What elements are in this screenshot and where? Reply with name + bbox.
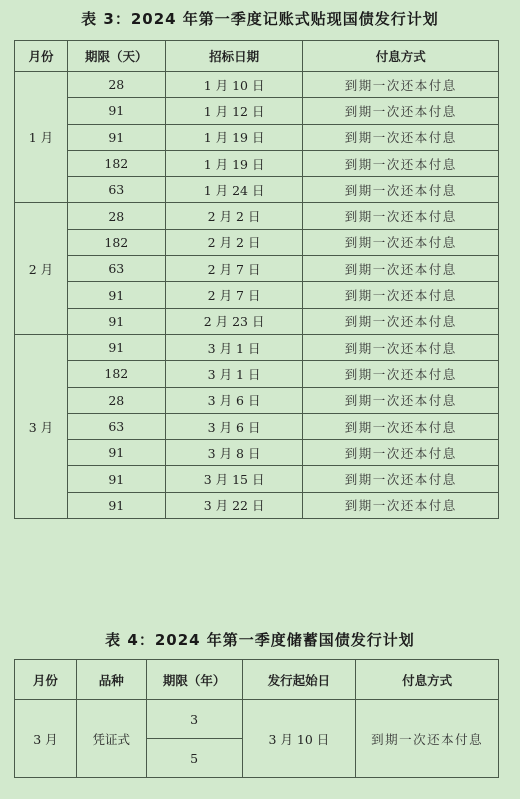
term-cell: 3 — [146, 700, 242, 739]
date-cell: 3 月 6 日 — [165, 387, 303, 413]
date-cell: 3 月 1 日 — [165, 334, 303, 360]
payment-cell: 到期一次还本付息 — [303, 229, 499, 255]
payment-cell: 到期一次还本付息 — [303, 282, 499, 308]
date-cell: 2 月 7 日 — [165, 256, 303, 282]
payment-cell: 到期一次还本付息 — [303, 492, 499, 518]
term-cell: 91 — [67, 440, 165, 466]
date-cell: 2 月 7 日 — [165, 282, 303, 308]
month-cell: 3 月 — [15, 700, 77, 778]
header-auction-date: 招标日期 — [165, 41, 303, 72]
date-cell: 3 月 8 日 — [165, 440, 303, 466]
payment-cell: 到期一次还本付息 — [303, 440, 499, 466]
header-payment-method: 付息方式 — [356, 660, 499, 700]
date-cell: 1 月 10 日 — [165, 72, 303, 98]
date-cell: 1 月 19 日 — [165, 150, 303, 176]
payment-cell: 到期一次还本付息 — [303, 177, 499, 203]
header-start-date: 发行起始日 — [242, 660, 356, 700]
term-cell: 91 — [67, 334, 165, 360]
payment-cell: 到期一次还本付息 — [303, 308, 499, 334]
date-cell: 3 月 1 日 — [165, 361, 303, 387]
term-cell: 91 — [67, 282, 165, 308]
table-row — [15, 466, 499, 492]
start-date-cell: 3 月 10 日 — [242, 700, 356, 778]
term-cell: 63 — [67, 256, 165, 282]
term-cell: 182 — [67, 229, 165, 255]
payment-cell: 到期一次还本付息 — [303, 72, 499, 98]
term-cell: 63 — [67, 177, 165, 203]
table4-title: 表 4：2024 年第一季度储蓄国债发行计划 — [105, 631, 415, 649]
term-cell: 91 — [67, 98, 165, 124]
table-row — [15, 440, 499, 466]
date-cell: 2 月 2 日 — [165, 203, 303, 229]
date-cell: 2 月 2 日 — [165, 229, 303, 255]
variety-cell: 凭证式 — [76, 700, 146, 778]
table-row — [15, 413, 499, 439]
date-cell: 1 月 24 日 — [165, 177, 303, 203]
payment-cell: 到期一次还本付息 — [303, 124, 499, 150]
payment-cell: 到期一次还本付息 — [303, 387, 499, 413]
term-cell: 182 — [67, 361, 165, 387]
table-row — [15, 700, 499, 739]
header-term-years: 期限（年） — [146, 660, 242, 700]
date-cell: 3 月 22 日 — [165, 492, 303, 518]
date-cell: 1 月 12 日 — [165, 98, 303, 124]
table-row — [15, 150, 499, 176]
table-row — [15, 492, 499, 518]
date-cell: 3 月 6 日 — [165, 413, 303, 439]
date-cell: 2 月 23 日 — [165, 308, 303, 334]
month-cell: 3 月 — [15, 334, 68, 518]
table3-body — [15, 72, 499, 519]
table-row — [15, 334, 499, 360]
table-row — [15, 256, 499, 282]
date-cell: 1 月 19 日 — [165, 124, 303, 150]
table-row — [15, 387, 499, 413]
term-cell: 91 — [67, 466, 165, 492]
term-cell: 28 — [67, 387, 165, 413]
table-row — [15, 124, 499, 150]
payment-cell: 到期一次还本付息 — [303, 334, 499, 360]
date-cell: 3 月 15 日 — [165, 466, 303, 492]
payment-cell: 到期一次还本付息 — [303, 256, 499, 282]
term-cell: 182 — [67, 150, 165, 176]
table-row — [15, 72, 499, 98]
term-cell: 91 — [67, 124, 165, 150]
table-row — [15, 282, 499, 308]
header-month: 月份 — [15, 41, 68, 72]
table-row — [15, 177, 499, 203]
payment-cell: 到期一次还本付息 — [356, 700, 499, 778]
payment-cell: 到期一次还本付息 — [303, 150, 499, 176]
month-cell: 1 月 — [15, 72, 68, 203]
term-cell: 28 — [67, 72, 165, 98]
table3-title: 表 3：2024 年第一季度记账式贴现国债发行计划 — [81, 10, 439, 28]
table-row — [15, 203, 499, 229]
table4-header-row — [15, 660, 499, 700]
table3-header-row — [15, 41, 499, 72]
month-cell: 2 月 — [15, 203, 68, 334]
table-row — [15, 98, 499, 124]
header-payment-method: 付息方式 — [303, 41, 499, 72]
term-cell: 91 — [67, 492, 165, 518]
payment-cell: 到期一次还本付息 — [303, 361, 499, 387]
payment-cell: 到期一次还本付息 — [303, 413, 499, 439]
payment-cell: 到期一次还本付息 — [303, 98, 499, 124]
table3 — [14, 40, 499, 519]
table4 — [14, 659, 499, 778]
term-cell: 28 — [67, 203, 165, 229]
header-variety: 品种 — [76, 660, 146, 700]
term-cell: 5 — [146, 739, 242, 778]
header-month: 月份 — [15, 660, 77, 700]
payment-cell: 到期一次还本付息 — [303, 203, 499, 229]
header-term-days: 期限（天） — [67, 41, 165, 72]
table-row — [15, 229, 499, 255]
term-cell: 91 — [67, 308, 165, 334]
payment-cell: 到期一次还本付息 — [303, 466, 499, 492]
table-row — [15, 361, 499, 387]
term-cell: 63 — [67, 413, 165, 439]
table-row — [15, 308, 499, 334]
